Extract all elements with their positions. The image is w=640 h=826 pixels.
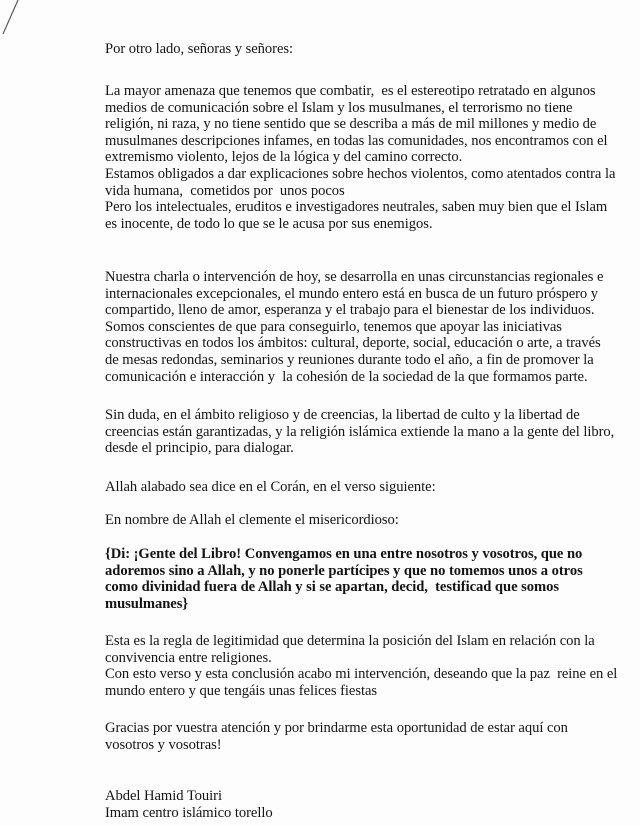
greeting	[105, 41, 633, 58]
quote-line: adoremos sino a Allah, y no ponerle partícipes y que no tomemos unos a otros	[105, 562, 583, 579]
text-line: vida humana, cometidos por unos pocos	[105, 182, 345, 199]
text-line: creencias están garantizadas, y la religión islámica extiende la mano a la gente del libro,	[105, 423, 615, 440]
text-line: Nuestra charla o intervención de hoy, se desarrolla en unas circunstancias regionales e	[105, 269, 604, 285]
quran-quote	[105, 546, 633, 612]
text-line: Somos conscientes de que para conseguirlo, tenemos que apoyar las iniciativas	[105, 318, 562, 335]
text-line: compartido, lleno de amor, esperanza y el trabajo para el bienestar de los individuos.	[105, 302, 595, 319]
text-line: de mesas redondas, seminarios y reuniones durante todo el año, a fin de promover la	[105, 351, 594, 368]
quote-line: como divinidad fuera de Allah y si se apartan, decid, testificad que somos	[105, 579, 559, 596]
paragraph-conclusion	[105, 633, 633, 699]
text-line: desde el principio, para dialogar.	[105, 440, 294, 457]
text-line: Allah alabado sea dice en el Corán, en el verso siguiente:	[105, 479, 436, 495]
text-line: constructivas en todos los ámbitos: cultural, deporte, social, educación o arte, a través	[105, 335, 601, 352]
text-line: La mayor amenaza que tenemos que combatir, es el estereotipo retratado en algunos	[105, 83, 596, 99]
text-line: Estamos obligados a dar explicaciones sobre hechos violentos, como atentados contra la	[105, 165, 616, 182]
text-line: Con esto verso y esta conclusión acabo mi intervención, deseando que la paz reine en el	[105, 666, 618, 683]
text-line: es inocente, de todo lo que se le acusa por sus enemigos.	[105, 215, 433, 232]
text-line: comunicación e interacción y la cohesión de la sociedad de la que formamos parte.	[105, 368, 588, 385]
scan-mark-icon	[0, 0, 24, 40]
text-line: Sin duda, en el ámbito religioso y de creencias, la libertad de culto y la libertad de	[105, 407, 580, 423]
paragraph-thanks	[105, 720, 633, 753]
text-line: religión, ni raza, y no tiene sentido que se describa a más de mil millones y medio de	[105, 116, 597, 133]
text-line: Pero los intelectuales, eruditos e investigadores neutrales, saben muy bien que el Islam	[105, 199, 608, 216]
text-line: extremismo violento, lejos de la lógica y del camino correcto.	[105, 149, 463, 166]
text-line: internacionales excepcionales, el mundo entero está en busca de un futuro próspero y	[105, 285, 599, 302]
text-line: Por otro lado, señoras y señores:	[105, 41, 294, 57]
quote-line: musulmanes}	[105, 595, 189, 612]
paragraph-invocation	[105, 512, 633, 529]
paragraph-coran-intro	[105, 479, 633, 496]
text-line: convivencia entre religiones.	[105, 649, 272, 666]
text-line: Esta es la regla de legitimidad que determina la posición del Islam en relación con la	[105, 633, 595, 649]
signature-title: Imam centro islámico torello	[105, 804, 273, 821]
text-line: musulmanes descripciones infames, en todas las comunidades, nos encontramos con el	[105, 132, 608, 149]
text-line: En nombre de Allah el clemente el misericordioso:	[105, 512, 399, 528]
paragraph-intervention	[105, 269, 633, 385]
paragraph-religious-freedom	[105, 407, 633, 457]
text-line: medios de comunicación sobre el Islam y los musulmanes, el terrorismo no tiene	[105, 99, 573, 116]
text-line: Gracias por vuestra atención y por brindarme esta oportunidad de estar aquí con	[105, 720, 568, 736]
signature-name: Abdel Hamid Touiri	[105, 788, 222, 804]
paragraph-stereotype	[105, 83, 633, 232]
text-line: vosotros y vosotras!	[105, 736, 222, 753]
text-line: mundo entero y que tengáis unas felices fiestas	[105, 682, 378, 699]
quote-line: {Di: ¡Gente del Libro! Convengamos en una entre nosotros y vosotros, que no	[105, 546, 583, 562]
signature-block	[105, 788, 633, 821]
